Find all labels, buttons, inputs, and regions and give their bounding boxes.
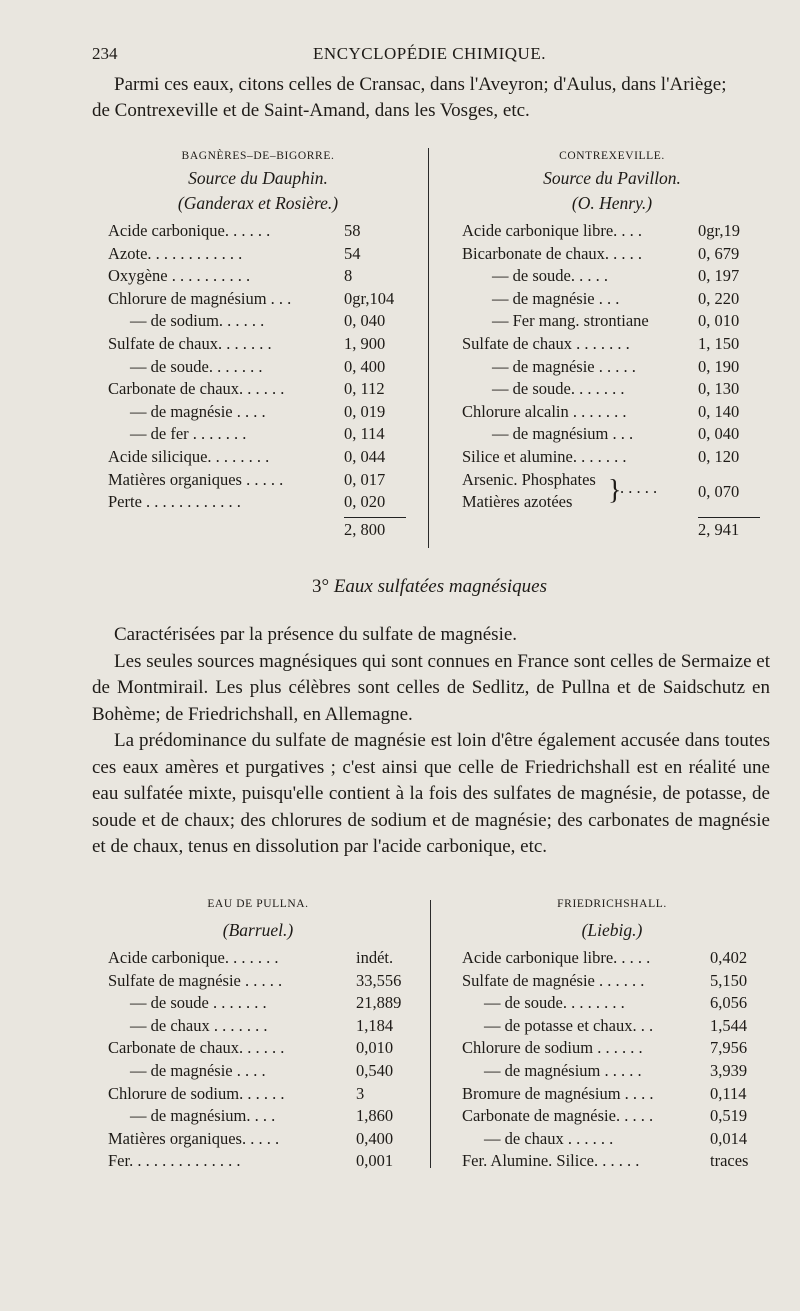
row-label: Sulfate de chaux. . . . . . . <box>108 333 272 353</box>
table-row <box>108 1060 408 1083</box>
table-total: 2, 941 <box>698 519 740 539</box>
row-value: 5,150 <box>710 970 748 990</box>
table-row <box>462 1060 762 1083</box>
row-value: 1, 900 <box>344 333 386 353</box>
table-row <box>108 265 408 288</box>
table-rows <box>462 947 762 1173</box>
row-value: 0gr,19 <box>698 221 740 240</box>
page-number: 234 <box>92 44 118 63</box>
paragraph: Les seules sources magnésiques qui sont connues en France sont celles de Sermaize et de Montmirail. Les plus célèbres sont celles de Sedlitz, de Pullna et de Saidschutz en Bohème; de Friedrichshall, en Allemagne. <box>92 650 770 725</box>
row-value: 0, 130 <box>698 379 740 399</box>
row-value: 0,001 <box>356 1151 394 1171</box>
table-authors: (Liebig.) <box>581 920 643 940</box>
table-row <box>108 288 408 311</box>
paragraph: Caractérisées par la présence du sulfate de magnésie. <box>114 624 518 645</box>
row-label: Acide carbonique. . . . . . . <box>108 948 279 967</box>
table-authors: (Ganderax et Rosière.) <box>177 193 339 213</box>
row-label: Matières organiques . . . . . <box>108 469 284 489</box>
table-pullna <box>108 898 408 1173</box>
row-value: 0, 120 <box>698 446 740 466</box>
row-value: 0, 140 <box>698 401 740 421</box>
row-label: Oxygène . . . . . . . . . . <box>108 266 251 286</box>
table-row <box>108 1037 408 1060</box>
table-row <box>108 469 408 492</box>
running-head: ENCYCLOPÉDIE CHIMIQUE. <box>313 44 546 63</box>
row-value: 0, 010 <box>698 311 740 331</box>
table-row <box>462 446 762 469</box>
section-heading <box>92 576 767 598</box>
row-label: — de magnésie . . . . . <box>492 356 636 376</box>
table-row <box>108 356 408 379</box>
table-row <box>108 1128 408 1151</box>
table-row <box>462 947 762 970</box>
table-row <box>108 243 408 266</box>
row-label: Arsenic. Phosphates <box>462 469 596 489</box>
row-label: — de magnésium . . . <box>492 424 634 444</box>
table-row <box>462 423 762 446</box>
row-value: 0,519 <box>710 1106 748 1126</box>
table-authors: (Barruel.) <box>222 920 294 940</box>
table-caption: EAU DE PULLNA. <box>207 898 309 910</box>
row-value: 7,956 <box>710 1038 748 1058</box>
row-value: 0,402 <box>710 948 748 967</box>
table-row <box>108 333 408 356</box>
row-value: 1,544 <box>710 1015 748 1035</box>
intro-paragraph <box>92 72 767 124</box>
row-label: Fer. . . . . . . . . . . . . . <box>108 1151 241 1171</box>
table-brace-row <box>462 469 762 514</box>
row-value: 0, 220 <box>698 288 740 308</box>
row-value: 54 <box>344 243 361 263</box>
row-value: 33,556 <box>356 970 402 990</box>
row-value: 0,400 <box>356 1128 394 1148</box>
table-rows <box>108 947 408 1173</box>
table-total-row <box>108 514 408 544</box>
table-row <box>462 970 762 993</box>
row-label: Acide carbonique libre. . . . . <box>462 948 651 967</box>
row-value: 0, 040 <box>698 424 740 444</box>
row-label: — de soude. . . . . <box>492 266 608 286</box>
table-row <box>108 401 408 424</box>
row-label: — de magnésie . . . . <box>130 1060 266 1080</box>
row-label: — de magnésium . . . . . <box>484 1060 642 1080</box>
table-row <box>108 423 408 446</box>
row-label: Sulfate de chaux . . . . . . . <box>462 333 630 353</box>
table-row <box>108 446 408 469</box>
table-row <box>108 970 408 993</box>
brace-symbol: } <box>608 474 622 506</box>
table-row <box>462 288 762 311</box>
row-label: Carbonate de chaux. . . . . . <box>108 1038 285 1058</box>
intro-line-1: Parmi ces eaux, citons celles de Cransac, dans l'Aveyron; d'Aulus, dans l'Ariège; <box>114 74 727 95</box>
row-value: 0,540 <box>356 1060 394 1080</box>
row-label: Carbonate de magnésie. . . . . <box>462 1106 654 1126</box>
row-label: Matières azotées <box>462 491 573 511</box>
table-row <box>108 310 408 333</box>
table-row <box>108 1015 408 1038</box>
table-row <box>108 1150 408 1173</box>
row-label: — de sodium. . . . . . <box>130 311 265 331</box>
table-row <box>108 378 408 401</box>
row-value: 6,056 <box>710 993 748 1013</box>
row-label: Carbonate de chaux. . . . . . <box>108 379 285 399</box>
row-label: Silice et alumine. . . . . . . <box>462 446 627 466</box>
section-number: 3° <box>311 576 330 597</box>
row-label: Acide carbonique libre. . . . <box>462 221 643 240</box>
row-label: — de potasse et chaux. . . <box>484 1015 654 1035</box>
row-value: 0,114 <box>710 1083 747 1103</box>
table-caption: CONTREXEVILLE. <box>559 150 665 162</box>
row-label: Fer. Alumine. Silice. . . . . . <box>462 1151 640 1171</box>
row-value: 0, 679 <box>698 243 740 263</box>
intro-line-2: de Contrexeville et de Saint-Amand, dans les Vosges, etc. <box>92 100 530 121</box>
row-label: — de fer . . . . . . . <box>130 424 247 444</box>
table-row <box>108 1105 408 1128</box>
row-label: Matières organiques. . . . . <box>108 1128 280 1148</box>
row-value: 0, 190 <box>698 356 740 376</box>
table-row <box>462 1083 762 1106</box>
row-value: 0, 114 <box>344 424 385 444</box>
row-label: — de magnésie . . . <box>492 288 620 308</box>
table-row <box>462 1150 762 1173</box>
table-row <box>108 220 408 243</box>
body-text <box>92 622 770 861</box>
row-value: 0, 017 <box>344 469 386 489</box>
row-label: Acide silicique. . . . . . . . <box>108 446 270 466</box>
table-row <box>462 356 762 379</box>
row-label: Azote. . . . . . . . . . . . <box>108 243 243 263</box>
row-value: 0, 070 <box>698 481 740 501</box>
table-authors: (O. Henry.) <box>571 193 653 213</box>
row-leader: . . . . . <box>620 477 658 497</box>
table-caption: FRIEDRICHSHALL. <box>557 898 667 910</box>
row-label: Bromure de magnésium . . . . <box>462 1083 654 1103</box>
row-value: 0, 112 <box>344 379 385 399</box>
row-value: 21,889 <box>356 993 402 1013</box>
row-label: Sulfate de magnésie . . . . . <box>108 970 283 990</box>
table-total: 2, 800 <box>344 519 386 539</box>
row-value: 0, 020 <box>344 492 386 512</box>
row-value: 3,939 <box>710 1060 748 1080</box>
section-title: Eaux sulfatées magnésiques <box>333 576 548 597</box>
row-value: 0, 197 <box>698 266 740 286</box>
table-row <box>462 1105 762 1128</box>
row-value: 0gr,104 <box>344 288 395 308</box>
table-row <box>462 1037 762 1060</box>
row-value: 1, 150 <box>698 333 740 353</box>
table-row <box>462 333 762 356</box>
row-value: 0, 400 <box>344 356 386 376</box>
row-value: 3 <box>356 1083 365 1103</box>
table-row <box>462 1128 762 1151</box>
table-row <box>462 220 762 243</box>
row-value: 0,010 <box>356 1038 394 1058</box>
row-label: — de soude. . . . . . . . <box>484 993 625 1013</box>
table-row <box>462 310 762 333</box>
table-row <box>108 992 408 1015</box>
table-row <box>108 947 408 970</box>
row-value: indét. <box>356 948 394 967</box>
row-value: 8 <box>344 266 353 286</box>
row-label: Chlorure de sodium. . . . . . <box>108 1083 285 1103</box>
table-row <box>462 265 762 288</box>
row-label: Acide carbonique. . . . . . <box>108 221 271 240</box>
table-total-row <box>462 514 762 544</box>
row-value: 0, 019 <box>344 401 386 421</box>
row-label: — de soude . . . . . . . <box>130 993 267 1013</box>
table-source: Source du Dauphin. <box>188 168 328 188</box>
table-row <box>462 401 762 424</box>
row-label: Chlorure de sodium . . . . . . <box>462 1038 643 1058</box>
row-label: Perte . . . . . . . . . . . . <box>108 492 241 512</box>
row-value: 1,860 <box>356 1106 394 1126</box>
row-value: traces <box>710 1151 749 1171</box>
row-label: — de soude. . . . . . . <box>130 356 263 376</box>
row-label: — de chaux . . . . . . <box>484 1128 614 1148</box>
table-row <box>108 491 408 514</box>
row-label: Chlorure de magnésium . . . <box>108 288 292 308</box>
row-value: 0, 044 <box>344 446 386 466</box>
table-row <box>462 1015 762 1038</box>
table-rows <box>462 220 762 469</box>
column-divider <box>428 148 429 548</box>
row-label: — de magnésium. . . . <box>130 1106 276 1126</box>
table-row <box>462 243 762 266</box>
table-caption: BAGNÈRES–DE–BIGORRE. <box>181 150 335 162</box>
paragraph: La prédominance du sulfate de magnésie est loin d'être également accusée dans toutes ces eaux amères et purgatives ; c'est ainsi que celle de Friedrichshall est en réalité une eau sulfatée mixte, puisqu'elle contient à la fois des sulfates de magnésie, de potasse, de soude et de chaux; des chlorures de sodium et de magnésie; des carbonates de magnésie et de chaux, tenus en dissolution par l'acide carbonique, etc. <box>92 730 770 857</box>
table-contrexeville <box>462 150 762 544</box>
table-row <box>108 1083 408 1106</box>
row-label: — Fer mang. strontiane <box>492 311 649 331</box>
row-label: Chlorure alcalin . . . . . . . <box>462 401 627 421</box>
table-friedrichshall <box>462 898 762 1173</box>
row-value: 58 <box>344 221 361 240</box>
column-divider <box>430 900 431 1168</box>
row-label: Bicarbonate de chaux. . . . . <box>462 243 643 263</box>
table-bagneres <box>108 150 408 544</box>
row-label: Sulfate de magnésie . . . . . . <box>462 970 645 990</box>
row-value: 0,014 <box>710 1128 748 1148</box>
table-source: Source du Pavillon. <box>543 168 681 188</box>
row-label: — de magnésie . . . . <box>130 401 266 421</box>
table-row <box>462 992 762 1015</box>
table-row <box>462 378 762 401</box>
page-header <box>92 44 767 68</box>
row-label: — de chaux . . . . . . . <box>130 1015 268 1035</box>
row-value: 1,184 <box>356 1015 394 1035</box>
table-rows <box>108 220 408 514</box>
row-label: — de soude. . . . . . . <box>492 379 625 399</box>
row-value: 0, 040 <box>344 311 386 331</box>
